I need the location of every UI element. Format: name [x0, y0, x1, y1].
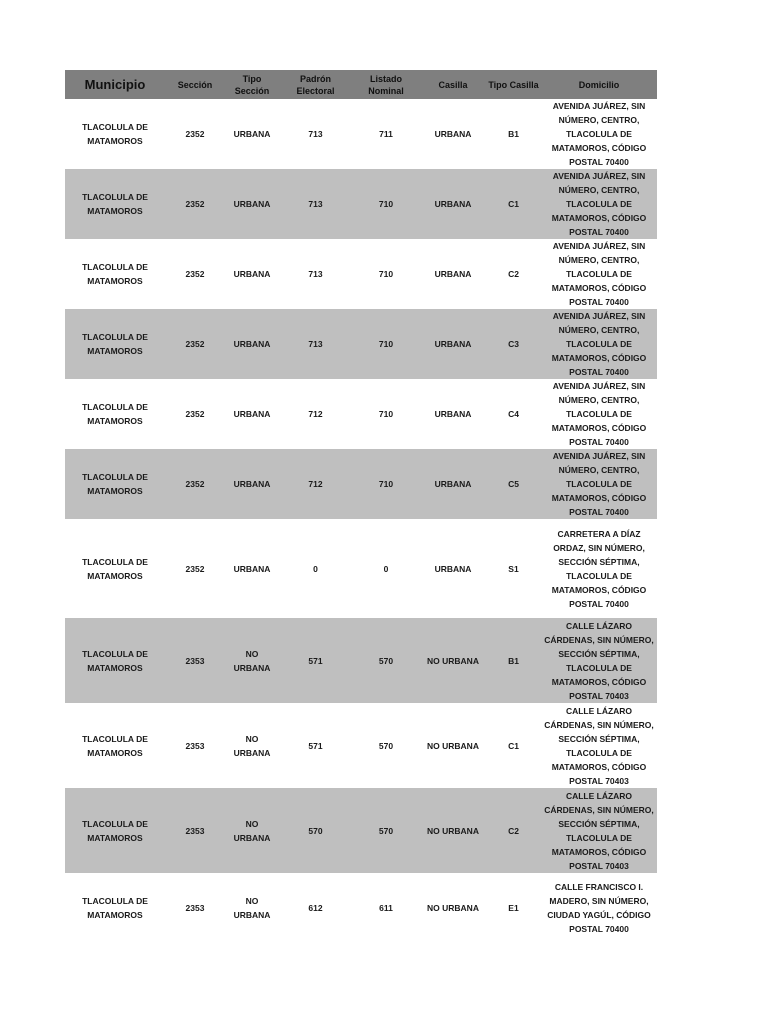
cell-padron-electoral: 713 — [308, 339, 323, 349]
cell-seccion: 2353 — [185, 825, 205, 836]
cell-casilla: URBANA — [434, 339, 472, 349]
cell-padron-electoral: 713 — [308, 129, 323, 139]
cell-municipio: TLACOLULA DE MATAMOROS — [82, 402, 148, 426]
cell-domicilio: CALLE LÁZARO CÁRDENAS, SIN NÚMERO, SECCIÓN SÉPTIMA, TLACOLULA DE MATAMOROS, CÓDIGO POSTAL 70403 — [544, 705, 654, 786]
cell-seccion: 2353 — [185, 740, 205, 751]
cell-seccion: 2353 — [185, 903, 205, 913]
cell-listado-nominal: 710 — [378, 409, 394, 419]
cell-casilla: NO URBANA — [427, 655, 479, 666]
table-row — [65, 703, 657, 788]
cell-tipo-seccion: URBANA — [233, 409, 271, 419]
cell-tipo-casilla: C1 — [508, 740, 519, 751]
cell-tipo-casilla: S1 — [508, 563, 519, 574]
table-row — [65, 449, 657, 519]
cell-listado-nominal: 710 — [378, 339, 394, 349]
cell-seccion: 2352 — [185, 269, 205, 279]
cell-padron-electoral: 570 — [308, 825, 323, 836]
cell-padron-electoral: 612 — [308, 903, 323, 913]
table-body — [65, 99, 657, 943]
header-municipio: Municipio — [84, 76, 146, 92]
cell-municipio: TLACOLULA DE MATAMOROS — [82, 733, 148, 758]
header-casilla: Casilla — [438, 79, 468, 90]
cell-domicilio: CALLE LÁZARO CÁRDENAS, SIN NÚMERO, SECCIÓN SÉPTIMA, TLACOLULA DE MATAMOROS, CÓDIGO POSTAL 70403 — [544, 790, 654, 871]
cell-municipio: TLACOLULA DE MATAMOROS — [82, 648, 148, 673]
table-row — [65, 618, 657, 703]
cell-municipio: TLACOLULA DE MATAMOROS — [82, 818, 148, 843]
cell-seccion: 2352 — [185, 479, 205, 489]
cell-domicilio: CALLE LÁZARO CÁRDENAS, SIN NÚMERO, SECCIÓN SÉPTIMA, TLACOLULA DE MATAMOROS, CÓDIGO POSTAL 70403 — [544, 620, 654, 701]
cell-seccion: 2352 — [185, 129, 205, 139]
cell-casilla: URBANA — [434, 129, 472, 139]
cell-domicilio: AVENIDA JUÁREZ, SIN NÚMERO, CENTRO, TLACOLULA DE MATAMOROS, CÓDIGO POSTAL 70400 — [551, 451, 647, 517]
cell-municipio: TLACOLULA DE MATAMOROS — [82, 262, 148, 286]
cell-seccion: 2353 — [185, 655, 205, 666]
cell-domicilio: CALLE FRANCISCO I. MADERO, SIN NÚMERO, CIUDAD YAGÚL, CÓDIGO POSTAL 70400 — [547, 882, 651, 934]
cell-domicilio: CARRETERA A DÍAZ ORDAZ, SIN NÚMERO, SECCIÓN SÉPTIMA, TLACOLULA DE MATAMOROS, CÓDIGO POSTAL 70400 — [551, 528, 647, 609]
cell-tipo-seccion: URBANA — [233, 269, 271, 279]
cell-tipo-casilla: B1 — [508, 655, 519, 666]
cell-tipo-seccion: NO URBANA — [233, 818, 271, 843]
cell-tipo-seccion: URBANA — [233, 479, 271, 489]
cell-domicilio: AVENIDA JUÁREZ, SIN NÚMERO, CENTRO, TLACOLULA DE MATAMOROS, CÓDIGO POSTAL 70400 — [551, 171, 647, 237]
casillas-table-sheet — [65, 70, 657, 943]
cell-tipo-casilla: C2 — [508, 269, 519, 279]
cell-tipo-seccion: URBANA — [233, 563, 271, 574]
cell-casilla: URBANA — [434, 563, 472, 574]
cell-padron-electoral: 713 — [308, 269, 323, 279]
cell-municipio: TLACOLULA DE MATAMOROS — [82, 556, 148, 581]
cell-listado-nominal: 710 — [378, 199, 394, 209]
header-seccion: Sección — [177, 79, 213, 90]
cell-padron-electoral: 712 — [308, 409, 323, 419]
cell-listado-nominal: 0 — [383, 563, 389, 574]
cell-casilla: URBANA — [434, 409, 472, 419]
table-row — [65, 379, 657, 449]
cell-casilla: NO URBANA — [427, 825, 479, 836]
cell-tipo-seccion: URBANA — [233, 199, 271, 209]
header-tipo-casilla: Tipo Casilla — [488, 79, 539, 90]
cell-casilla: URBANA — [434, 479, 472, 489]
cell-municipio: TLACOLULA DE MATAMOROS — [82, 896, 148, 920]
table-row — [65, 309, 657, 379]
cell-tipo-seccion: URBANA — [233, 129, 271, 139]
cell-tipo-casilla: B1 — [508, 129, 519, 139]
header-tipo-seccion: Tipo Sección — [234, 73, 270, 96]
table-row — [65, 873, 657, 943]
cell-listado-nominal: 570 — [378, 655, 394, 666]
cell-tipo-seccion: NO URBANA — [233, 896, 271, 920]
cell-listado-nominal: 611 — [379, 903, 393, 913]
table-row — [65, 519, 657, 618]
cell-municipio: TLACOLULA DE MATAMOROS — [82, 122, 148, 146]
cell-padron-electoral: 571 — [308, 655, 323, 666]
table-row — [65, 788, 657, 873]
cell-domicilio: AVENIDA JUÁREZ, SIN NÚMERO, CENTRO, TLACOLULA DE MATAMOROS, CÓDIGO POSTAL 70400 — [551, 241, 647, 307]
cell-listado-nominal: 570 — [378, 740, 394, 751]
cell-padron-electoral: 0 — [313, 563, 318, 574]
cell-seccion: 2352 — [185, 409, 205, 419]
cell-tipo-casilla: C3 — [508, 339, 519, 349]
cell-municipio: TLACOLULA DE MATAMOROS — [82, 472, 148, 496]
table-row — [65, 99, 657, 169]
cell-listado-nominal: 710 — [378, 479, 394, 489]
cell-domicilio: AVENIDA JUÁREZ, SIN NÚMERO, CENTRO, TLACOLULA DE MATAMOROS, CÓDIGO POSTAL 70400 — [551, 101, 647, 167]
table-row — [65, 169, 657, 239]
cell-casilla: NO URBANA — [427, 740, 479, 751]
cell-tipo-seccion: NO URBANA — [233, 733, 271, 758]
cell-tipo-seccion: NO URBANA — [233, 648, 271, 673]
casillas-table — [65, 70, 657, 943]
table-header-row — [65, 70, 657, 99]
header-domicilio: Domicilio — [578, 79, 620, 90]
cell-tipo-casilla: C2 — [508, 825, 519, 836]
cell-casilla: URBANA — [434, 199, 472, 209]
header-padron-electoral: Padrón Electoral — [296, 73, 335, 96]
cell-listado-nominal: 710 — [378, 269, 394, 279]
cell-seccion: 2352 — [185, 563, 205, 574]
cell-padron-electoral: 571 — [308, 740, 323, 751]
cell-tipo-casilla: C4 — [508, 409, 519, 419]
cell-tipo-casilla: C5 — [508, 479, 519, 489]
cell-casilla: URBANA — [434, 269, 472, 279]
cell-tipo-casilla: E1 — [508, 903, 519, 913]
cell-tipo-seccion: URBANA — [233, 339, 271, 349]
cell-casilla: NO URBANA — [427, 903, 479, 913]
header-listado-nominal: Listado Nominal — [368, 73, 404, 96]
cell-padron-electoral: 712 — [308, 479, 323, 489]
cell-tipo-casilla: C1 — [508, 199, 519, 209]
cell-domicilio: AVENIDA JUÁREZ, SIN NÚMERO, CENTRO, TLACOLULA DE MATAMOROS, CÓDIGO POSTAL 70400 — [551, 381, 647, 447]
cell-padron-electoral: 713 — [308, 199, 323, 209]
table-row — [65, 239, 657, 309]
cell-listado-nominal: 711 — [379, 129, 393, 139]
cell-listado-nominal: 570 — [378, 825, 394, 836]
cell-municipio: TLACOLULA DE MATAMOROS — [82, 332, 148, 356]
cell-seccion: 2352 — [185, 339, 205, 349]
cell-domicilio: AVENIDA JUÁREZ, SIN NÚMERO, CENTRO, TLACOLULA DE MATAMOROS, CÓDIGO POSTAL 70400 — [551, 311, 647, 377]
cell-municipio: TLACOLULA DE MATAMOROS — [82, 192, 148, 216]
cell-seccion: 2352 — [185, 199, 205, 209]
